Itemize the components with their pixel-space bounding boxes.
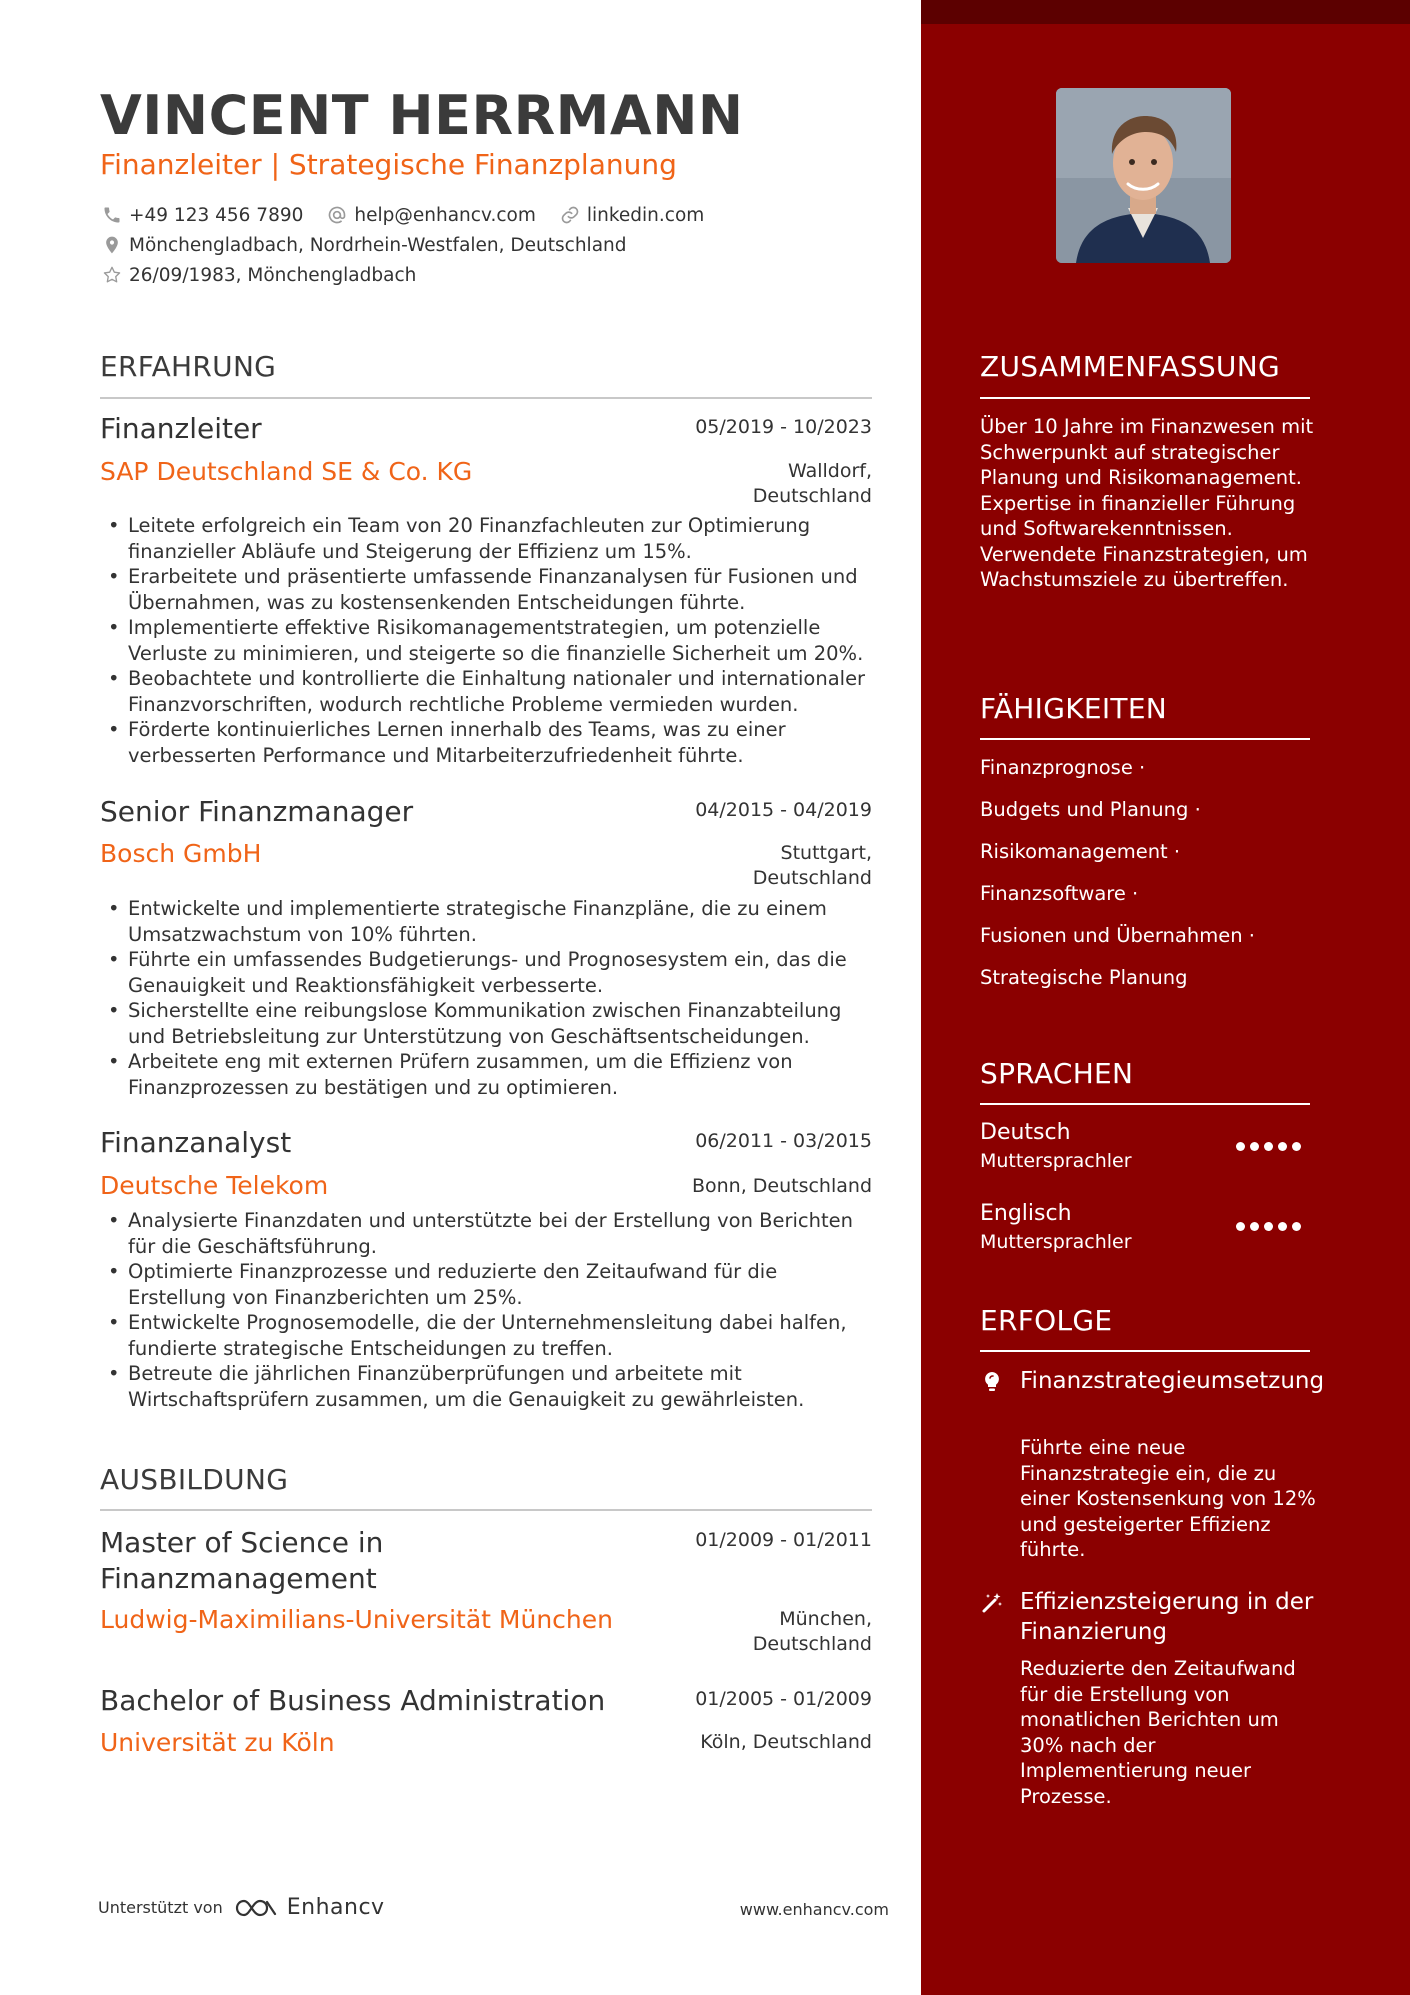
skill-item: Finanzsoftware · [980, 882, 1139, 905]
job-company[interactable]: SAP Deutschland SE & Co. KG [100, 457, 473, 486]
candidate-name: VINCENT HERRMANN [100, 84, 744, 147]
candidate-headline: Finanzleiter | Strategische Finanzplanung [100, 148, 677, 181]
job-role: Finanzanalyst [100, 1126, 292, 1159]
degree-line1: Master of Science in [100, 1526, 384, 1559]
school-location [753, 1607, 872, 1657]
education-title: AUSBILDUNG [100, 1463, 289, 1496]
job-dates: 05/2019 - 10/2023 [695, 416, 872, 438]
summary-title: ZUSAMMENFASSUNG [980, 350, 1280, 383]
degree-line2: Finanzmanagement [100, 1562, 377, 1595]
achievements-divider [980, 1350, 1310, 1352]
rating-dot [1264, 1222, 1273, 1231]
job-bullets [100, 513, 880, 768]
skills-title: FÄHIGKEITEN [980, 692, 1168, 725]
job-bullet: • Implementierte effektive Risikomanagementstrategien, um potenzielle Verluste zu minimieren, und steigerte so die finanzielle Sicherheit um 20%. [100, 615, 880, 666]
skill-item: Fusionen und Übernahmen · [980, 924, 1255, 947]
contact-row-3 [100, 262, 438, 288]
footer-branding [98, 1895, 385, 1920]
job-company[interactable]: Deutsche Telekom [100, 1171, 329, 1200]
job-location [753, 841, 872, 891]
job-location-line1: Walldorf, [788, 460, 872, 482]
job-location [753, 459, 872, 509]
job-bullets [100, 896, 880, 1100]
language-level: Muttersprachler [980, 1150, 1132, 1172]
summary-divider [980, 397, 1310, 399]
experience-divider [100, 397, 872, 399]
language-name: Deutsch [980, 1120, 1071, 1145]
contact-phone[interactable] [100, 203, 303, 227]
job-bullet: • Beobachtete und kontrollierte die Einhaltung nationaler und internationaler Finanzvorschriften, wodurch rechtliche Probleme vermieden wurden. [100, 666, 880, 717]
experience-title: ERFAHRUNG [100, 350, 277, 383]
email-text: help@enhancv.com [354, 204, 536, 226]
job-bullet: • Analysierte Finanzdaten und unterstützte bei der Erstellung von Berichten für die Geschäftsführung. [100, 1208, 880, 1259]
contact-linkedin[interactable] [558, 203, 704, 227]
job-dates: 06/2011 - 03/2015 [695, 1130, 872, 1152]
sidebar-top-band [921, 0, 1410, 24]
phone-icon [100, 203, 124, 227]
job-location-line1: Stuttgart, [780, 842, 872, 864]
contact-row-2 [100, 232, 649, 258]
birth-text: 26/09/1983, Mönchengladbach [129, 264, 417, 286]
rating-dot [1278, 1222, 1287, 1231]
profile-photo [1056, 88, 1231, 263]
school-name[interactable]: Ludwig-Maximilians-Universität München [100, 1605, 613, 1634]
achievement-text: Führte eine neue Finanzstrategie ein, die zu einer Kostensenkung von 12% und gesteigerter Effizienz führte. [1020, 1436, 1316, 1561]
language-rating [1236, 1142, 1306, 1151]
linkedin-text: linkedin.com [586, 204, 705, 226]
location-text: Mönchengladbach, Nordrhein-Westfalen, Deutschland [129, 234, 627, 256]
job-bullet: • Entwickelte und implementierte strategische Finanzpläne, die zu einem Umsatzwachstum von 10% führten. [100, 896, 880, 947]
rating-dot [1236, 1222, 1245, 1231]
education-divider [100, 1509, 872, 1511]
language-name: Englisch [980, 1201, 1072, 1226]
language-level: Muttersprachler [980, 1231, 1132, 1253]
degree-dates: 01/2005 - 01/2009 [695, 1688, 872, 1710]
degree-dates: 01/2009 - 01/2011 [695, 1529, 872, 1551]
job-role: Senior Finanzmanager [100, 795, 414, 828]
rating-dot [1250, 1142, 1259, 1151]
lightbulb-icon [980, 1370, 1004, 1394]
job-bullet: • Sicherstellte eine reibungslose Kommunikation zwischen Finanzabteilung und Betriebsleitung zur Unterstützung von Geschäftsentscheidungen. [100, 998, 880, 1049]
rating-dot [1292, 1142, 1301, 1151]
job-bullet: • Optimierte Finanzprozesse und reduzierte den Zeitaufwand für die Erstellung von Finanzberichten um 25%. [100, 1259, 880, 1310]
rating-dot [1236, 1142, 1245, 1151]
sidebar [921, 0, 1410, 1995]
job-role: Finanzleiter [100, 412, 262, 445]
job-bullet: • Führte ein umfassendes Budgetierungs- und Prognosesystem ein, das die Genauigkeit und Reaktionsfähigkeit verbesserte. [100, 947, 880, 998]
contact-row-1 [100, 202, 726, 228]
degree-title: Bachelor of Business Administration [100, 1684, 606, 1717]
wand-icon [980, 1591, 1004, 1615]
contact-email[interactable] [325, 203, 535, 227]
achievement-text: Reduzierte den Zeitaufwand für die Erstellung von monatlichen Berichten um 30% nach der Implementierung neuer Prozesse. [1020, 1657, 1296, 1808]
rating-dot [1250, 1222, 1259, 1231]
skill-item: Risikomanagement · [980, 840, 1181, 863]
job-bullets [100, 1208, 880, 1412]
link-icon [558, 203, 582, 227]
rating-dot [1278, 1142, 1287, 1151]
languages-title: SPRACHEN [980, 1057, 1134, 1090]
enhancv-logo-icon [233, 1896, 279, 1920]
achievement-title: Finanzstrategieumsetzung [1020, 1368, 1325, 1394]
summary-text: Über 10 Jahre im Finanzwesen mit Schwerpunkt auf strategischer Planung und Risikomanagement. Expertise in finanzieller Führung und Softwarekenntnissen. Verwendete Finanzstrategien, um Wachstumsziele zu übertreffen. [980, 415, 1314, 591]
language-rating [1236, 1222, 1306, 1231]
phone-text: +49 123 456 7890 [129, 204, 304, 226]
job-location-line2: Deutschland [752, 867, 872, 889]
star-icon [100, 263, 124, 287]
contact-location [100, 233, 627, 257]
powered-by-text: Unterstützt von [98, 1898, 223, 1917]
skill-item: Budgets und Planung · [980, 798, 1201, 821]
contact-birth [100, 263, 416, 287]
languages-divider [980, 1103, 1310, 1105]
job-company[interactable]: Bosch GmbH [100, 839, 262, 868]
job-location-line2: Deutschland [752, 485, 872, 507]
school-location [700, 1730, 872, 1755]
footer-website[interactable]: www.enhancv.com [739, 1900, 889, 1919]
achievement-title: Effizienzsteigerung in der Finanzierung [1020, 1589, 1314, 1645]
skill-item: Finanzprognose · [980, 756, 1146, 779]
job-bullet: • Entwickelte Prognosemodelle, die der Unternehmensleitung dabei halfen, fundierte strategische Entscheidungen zu treffen. [100, 1310, 880, 1361]
skill-item: Strategische Planung [980, 966, 1188, 989]
school-name[interactable]: Universität zu Köln [100, 1728, 335, 1757]
school-location-line1: Köln, Deutschland [700, 1731, 872, 1753]
school-location-line2: Deutschland [752, 1633, 872, 1655]
job-bullet: • Erarbeitete und präsentierte umfassende Finanzanalysen für Fusionen und Übernahmen, was zu kostensenkenden Entscheidungen führte. [100, 564, 880, 615]
brand-name: Enhancv [286, 1895, 385, 1920]
job-location [692, 1174, 872, 1199]
rating-dot [1264, 1142, 1273, 1151]
job-location-line1: Bonn, Deutschland [691, 1175, 872, 1197]
job-bullet: • Arbeitete eng mit externen Prüfern zusammen, um die Effizienz von Finanzprozessen zu bestätigen und zu optimieren. [100, 1049, 880, 1100]
job-bullet: • Betreute die jährlichen Finanzüberprüfungen und arbeitete mit Wirtschaftsprüfern zusammen, um die Genauigkeit zu gewährleisten. [100, 1361, 880, 1412]
rating-dot [1292, 1222, 1301, 1231]
job-dates: 04/2015 - 04/2019 [695, 799, 872, 821]
job-bullet: • Förderte kontinuierliches Lernen innerhalb des Teams, was zu einer verbesserten Performance und Mitarbeiterzufriedenheit führte. [100, 717, 880, 768]
skills-divider [980, 738, 1310, 740]
achievements-title: ERFOLGE [980, 1304, 1113, 1337]
location-pin-icon [100, 233, 124, 257]
job-bullet: • Leitete erfolgreich ein Team von 20 Finanzfachleuten zur Optimierung finanzieller Abläufe und Steigerung der Effizienz um 15%. [100, 513, 880, 564]
at-icon [325, 203, 349, 227]
degree-title [100, 1525, 383, 1597]
school-location-line1: München, [779, 1608, 872, 1630]
